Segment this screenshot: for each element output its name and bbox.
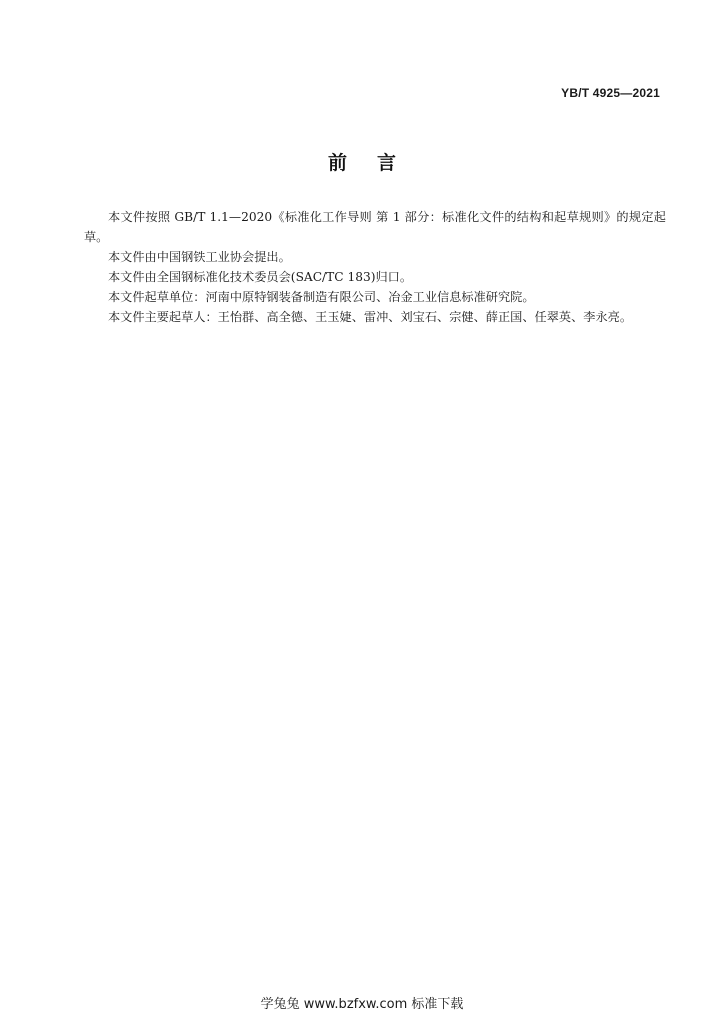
paragraph-drafting-organizations: 本文件起草单位：河南中原特钢装备制造有限公司、冶金工业信息标准研究院。 <box>108 290 535 304</box>
document-code: YB/T 4925—2021 <box>561 86 660 100</box>
paragraph-drafters: 本文件主要起草人：王怡群、高全德、王玉婕、雷冲、刘宝石、宗健、薛正国、任翠英、李永亮。 <box>108 310 633 324</box>
page-title: 前言 <box>327 152 426 174</box>
paragraph-administered-by: 本文件由全国钢标准化技术委员会(SAC/TC 183)归口。 <box>108 270 413 284</box>
paragraph-proposed-by: 本文件由中国钢铁工业协会提出。 <box>108 250 291 264</box>
foreword-body <box>84 207 666 327</box>
footer-watermark: 学兔兔 www.bzfxw.com 标准下载 <box>260 997 464 1012</box>
paragraph-drafting-rules: 本文件按照 GB/T 1.1—2020《标准化工作导则 第 1 部分：标准化文件的结构和起草规则》的规定起草。 <box>84 210 666 244</box>
